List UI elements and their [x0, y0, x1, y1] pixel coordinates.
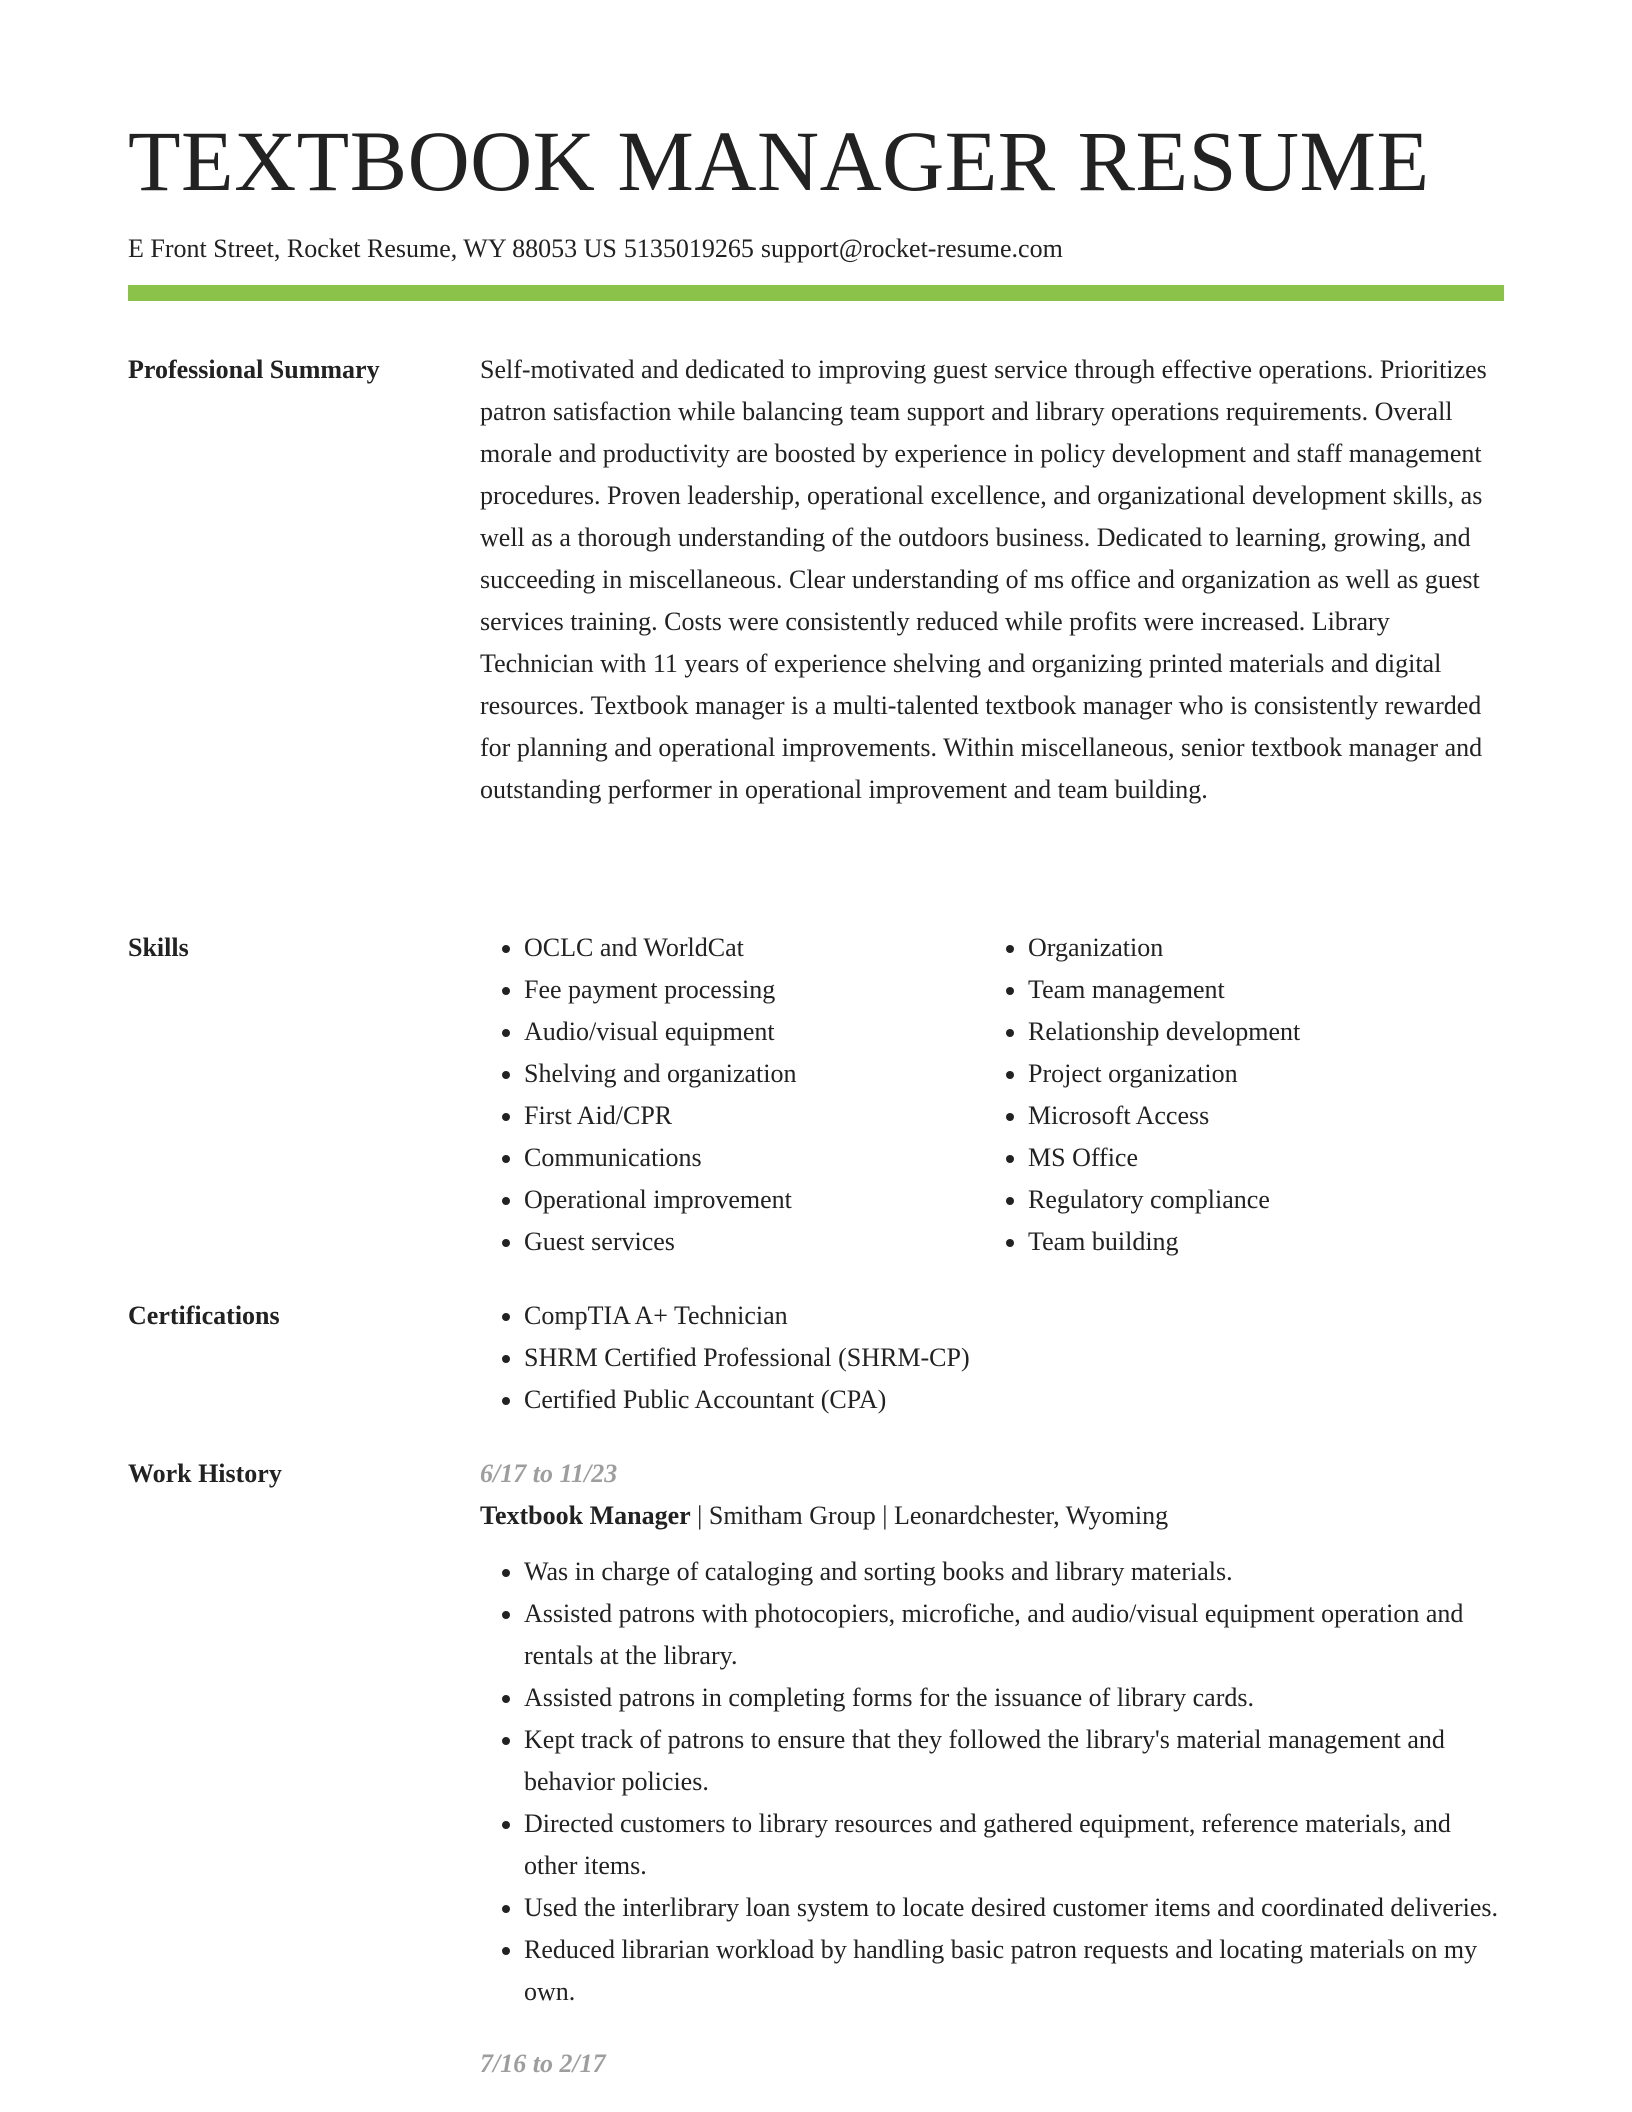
skills-heading: Skills [128, 933, 189, 962]
summary-heading: Professional Summary [128, 355, 380, 384]
job-separator: | [875, 1501, 894, 1530]
job-bullet: • Used the interlibrary loan system to locate desired customer items and coordinated deliveries. [524, 1887, 1504, 1929]
skill-item: • MS Office [1028, 1137, 1488, 1179]
job-bullet: • Kept track of patrons to ensure that they followed the library's material management and behavior policies. [524, 1719, 1504, 1803]
skill-item: • Project organization [1028, 1053, 1488, 1095]
skill-item: • Organization [1028, 927, 1488, 969]
certifications-heading: Certifications [128, 1301, 280, 1330]
work-history-body [480, 1453, 1504, 2085]
job-company: Smitham Group [708, 1501, 876, 1530]
job-title: Textbook Manager [480, 1501, 691, 1530]
skills-columns [480, 927, 1504, 1263]
certifications-body [480, 1295, 1504, 1421]
skill-item: • First Aid/CPR [524, 1095, 984, 1137]
skill-item: • Operational improvement [524, 1179, 984, 1221]
job-bullet: • Assisted patrons with photocopiers, microfiche, and audio/visual equipment operation and rentals at the library. [524, 1593, 1504, 1677]
skills-list-right [984, 927, 1488, 1263]
job-bullet: • Was in charge of cataloging and sorting books and library materials. [524, 1551, 1504, 1593]
work-history-heading: Work History [128, 1459, 282, 1488]
skill-item: • Team building [1028, 1221, 1488, 1263]
skill-item: • Shelving and organization [524, 1053, 984, 1095]
skill-item: • Communications [524, 1137, 984, 1179]
certification-item: • CompTIA A+ Technician [524, 1295, 1504, 1337]
contact-email: support@rocket-resume.com [760, 234, 1063, 263]
skill-item: • Guest services [524, 1221, 984, 1263]
job-dates: 7/16 to 2/17 [480, 2049, 606, 2078]
skills-list-left [480, 927, 984, 1263]
skill-item: • Relationship development [1028, 1011, 1488, 1053]
contact-address: E Front Street, Rocket Resume, WY 88053 US [128, 234, 617, 263]
skill-item: • Team management [1028, 969, 1488, 1011]
job-heading [480, 1495, 1504, 1537]
job-dates: 6/17 to 11/23 [480, 1459, 618, 1488]
job-location: Leonardchester, Wyoming [893, 1501, 1169, 1530]
job-bullet: • Reduced librarian workload by handling basic patron requests and locating materials on my own. [524, 1929, 1504, 2013]
skill-item: • Regulatory compliance [1028, 1179, 1488, 1221]
certification-item: • SHRM Certified Professional (SHRM-CP) [524, 1337, 1504, 1379]
contact-phone: 5135019265 [623, 234, 754, 263]
summary-text: Self-motivated and dedicated to improving guest service through effective operations. Prioritizes patron satisfaction while balancing team support and library operations requirements. Overall morale and productivity are boosted by experience in policy development and staff management procedures. Proven leadership, operational excellence, and organizational development skills, as well as a thorough understanding of the outdoors business. Dedicated to learning, growing, and succeeding in miscellaneous. Clear understanding of ms office and organization as well as guest services training. Costs were consistently reduced while profits were increased. Library Technician with 11 years of experience shelving and organizing printed materials and digital resources. Textbook manager is a multi-talented textbook manager who is consistently rewarded for planning and operational improvements. Within miscellaneous, senior textbook manager and outstanding performer in operational improvement and team building. [480, 355, 1487, 804]
job-separator: | [690, 1501, 709, 1530]
skill-item: • Fee payment processing [524, 969, 984, 1011]
contact-line [128, 233, 1070, 264]
certification-item: • Certified Public Accountant (CPA) [524, 1379, 1504, 1421]
job-bullet: • Assisted patrons in completing forms for the issuance of library cards. [524, 1677, 1504, 1719]
skill-item: • Microsoft Access [1028, 1095, 1488, 1137]
certifications-list [480, 1295, 1504, 1421]
summary-body [480, 349, 1504, 811]
skill-item: • Audio/visual equipment [524, 1011, 984, 1053]
header-divider [128, 285, 1504, 301]
resume-title: TEXTBOOK MANAGER RESUME [128, 113, 1430, 209]
job-bullet: • Directed customers to library resources and gathered equipment, reference materials, and other items. [524, 1803, 1504, 1887]
skill-item: • OCLC and WorldCat [524, 927, 984, 969]
job-bullets [480, 1551, 1504, 2013]
